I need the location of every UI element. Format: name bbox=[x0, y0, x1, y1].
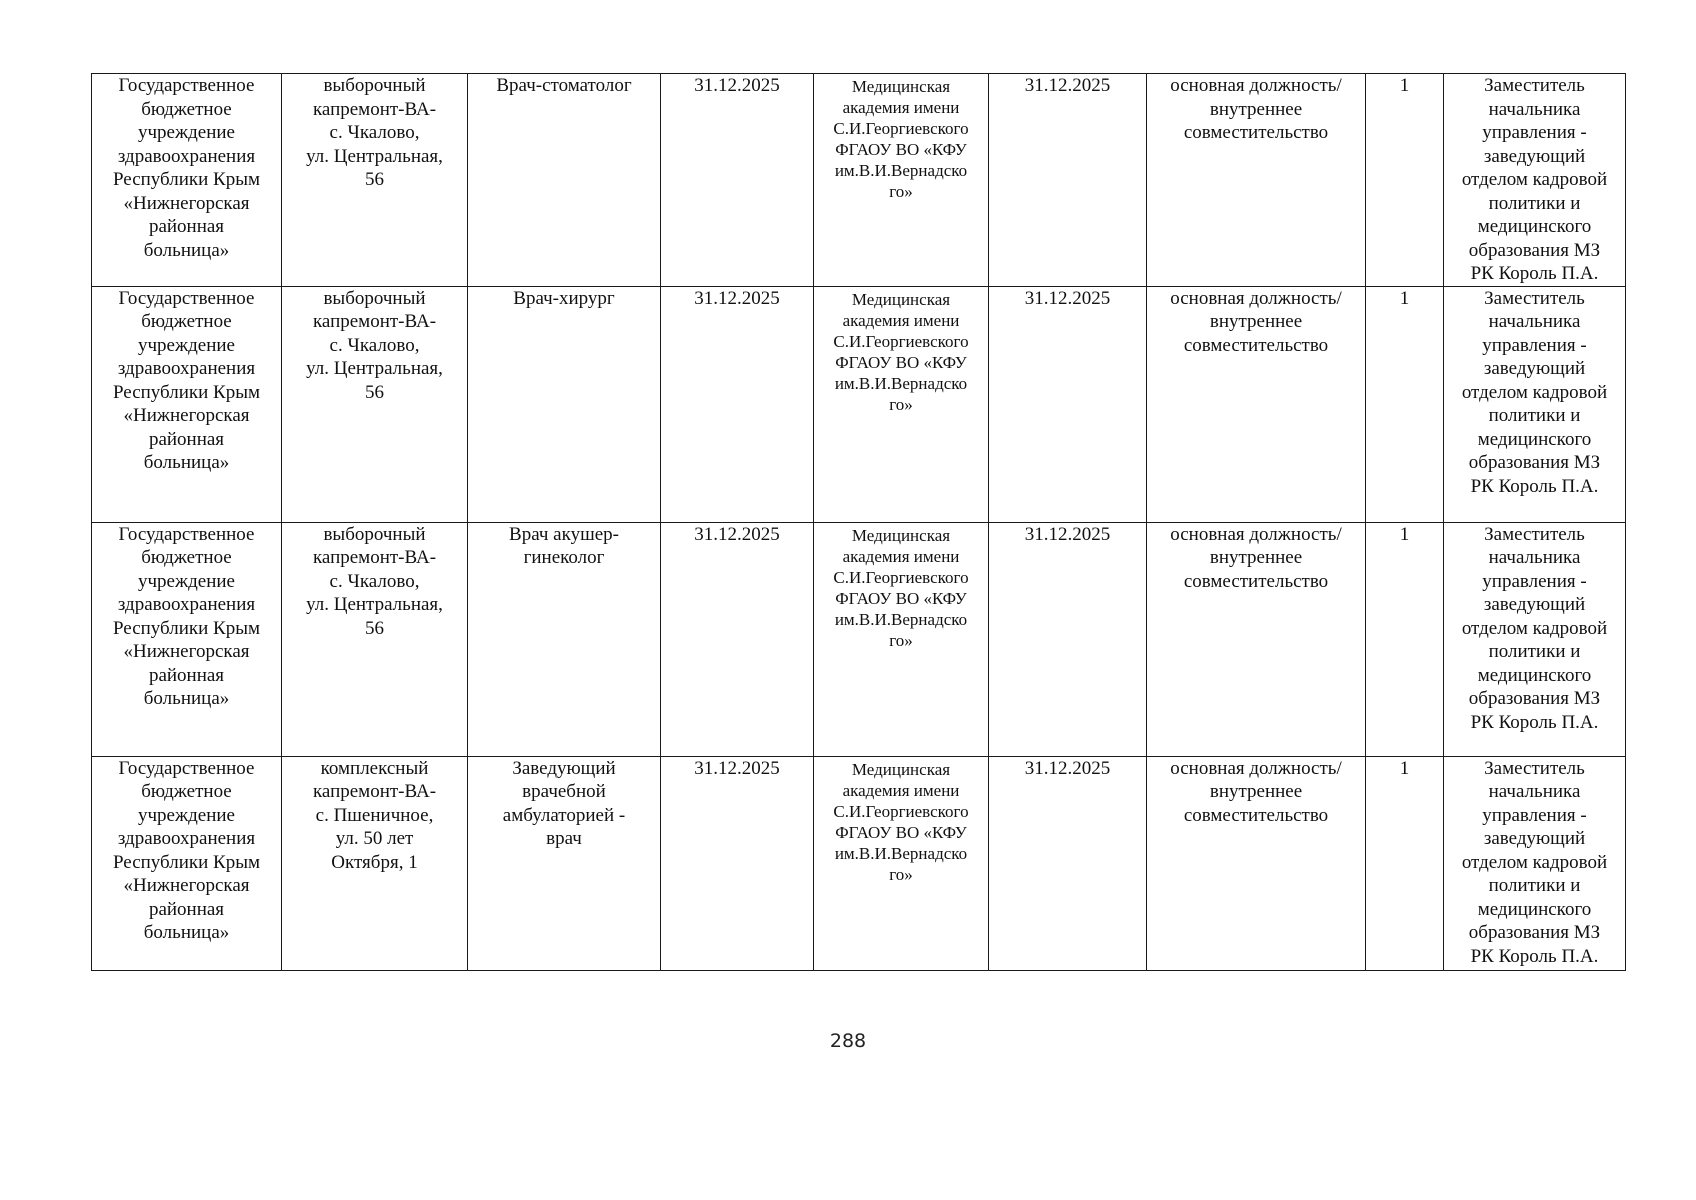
table-row bbox=[92, 522, 1626, 756]
academy-cell: Медицинская академия имени С.И.Георгиевского ФГАОУ ВО «КФУ им.В.И.Вернадско го» bbox=[814, 756, 989, 970]
responsible-cell: Заместитель начальника управления - заведующий отделом кадровой политики и медицинского образования МЗ РК Король П.А. bbox=[1444, 522, 1626, 756]
count-cell: 1 bbox=[1366, 286, 1444, 522]
repair-cell: выборочный капремонт-ВА- с. Чкалово, ул. Центральная, 56 bbox=[282, 522, 468, 756]
table-row bbox=[92, 286, 1626, 522]
position-cell: Врач-хирург bbox=[468, 286, 661, 522]
institution-cell: Государственное бюджетное учреждение здравоохранения Республики Крым «Нижнегорская районная больница» bbox=[92, 286, 282, 522]
date-cell: 31.12.2025 bbox=[661, 756, 814, 970]
academy-cell: Медицинская академия имени С.И.Георгиевского ФГАОУ ВО «КФУ им.В.И.Вернадско го» bbox=[814, 74, 989, 287]
repair-cell: выборочный капремонт-ВА- с. Чкалово, ул. Центральная, 56 bbox=[282, 74, 468, 287]
position-cell: Заведующий врачебной амбулаторией - врач bbox=[468, 756, 661, 970]
employment-type-cell: основная должность/ внутреннее совместительство bbox=[1147, 522, 1366, 756]
staffing-table bbox=[91, 73, 1626, 971]
date-cell: 31.12.2025 bbox=[989, 522, 1147, 756]
repair-cell: комплексный капремонт-ВА- с. Пшеничное, ул. 50 лет Октября, 1 bbox=[282, 756, 468, 970]
institution-cell: Государственное бюджетное учреждение здравоохранения Республики Крым «Нижнегорская районная больница» bbox=[92, 522, 282, 756]
academy-cell: Медицинская академия имени С.И.Георгиевского ФГАОУ ВО «КФУ им.В.И.Вернадско го» bbox=[814, 286, 989, 522]
page-number: 288 bbox=[829, 1030, 867, 1052]
date-cell: 31.12.2025 bbox=[989, 756, 1147, 970]
institution-cell: Государственное бюджетное учреждение здравоохранения Республики Крым «Нижнегорская районная больница» bbox=[92, 756, 282, 970]
date-cell: 31.12.2025 bbox=[661, 286, 814, 522]
table-row bbox=[92, 74, 1626, 287]
employment-type-cell: основная должность/ внутреннее совместительство bbox=[1147, 756, 1366, 970]
responsible-cell: Заместитель начальника управления - заведующий отделом кадровой политики и медицинского образования МЗ РК Король П.А. bbox=[1444, 756, 1626, 970]
employment-type-cell: основная должность/ внутреннее совместительство bbox=[1147, 286, 1366, 522]
date-cell: 31.12.2025 bbox=[989, 286, 1147, 522]
responsible-cell: Заместитель начальника управления - заведующий отделом кадровой политики и медицинского образования МЗ РК Король П.А. bbox=[1444, 286, 1626, 522]
date-cell: 31.12.2025 bbox=[661, 522, 814, 756]
count-cell: 1 bbox=[1366, 74, 1444, 287]
academy-cell: Медицинская академия имени С.И.Георгиевского ФГАОУ ВО «КФУ им.В.И.Вернадско го» bbox=[814, 522, 989, 756]
table-row bbox=[92, 756, 1626, 970]
position-cell: Врач акушер- гинеколог bbox=[468, 522, 661, 756]
repair-cell: выборочный капремонт-ВА- с. Чкалово, ул. Центральная, 56 bbox=[282, 286, 468, 522]
position-cell: Врач-стоматолог bbox=[468, 74, 661, 287]
date-cell: 31.12.2025 bbox=[989, 74, 1147, 287]
count-cell: 1 bbox=[1366, 522, 1444, 756]
count-cell: 1 bbox=[1366, 756, 1444, 970]
date-cell: 31.12.2025 bbox=[661, 74, 814, 287]
employment-type-cell: основная должность/ внутреннее совместительство bbox=[1147, 74, 1366, 287]
institution-cell: Государственное бюджетное учреждение здравоохранения Республики Крым «Нижнегорская районная больница» bbox=[92, 74, 282, 287]
responsible-cell: Заместитель начальника управления - заведующий отделом кадровой политики и медицинского образования МЗ РК Король П.А. bbox=[1444, 74, 1626, 287]
